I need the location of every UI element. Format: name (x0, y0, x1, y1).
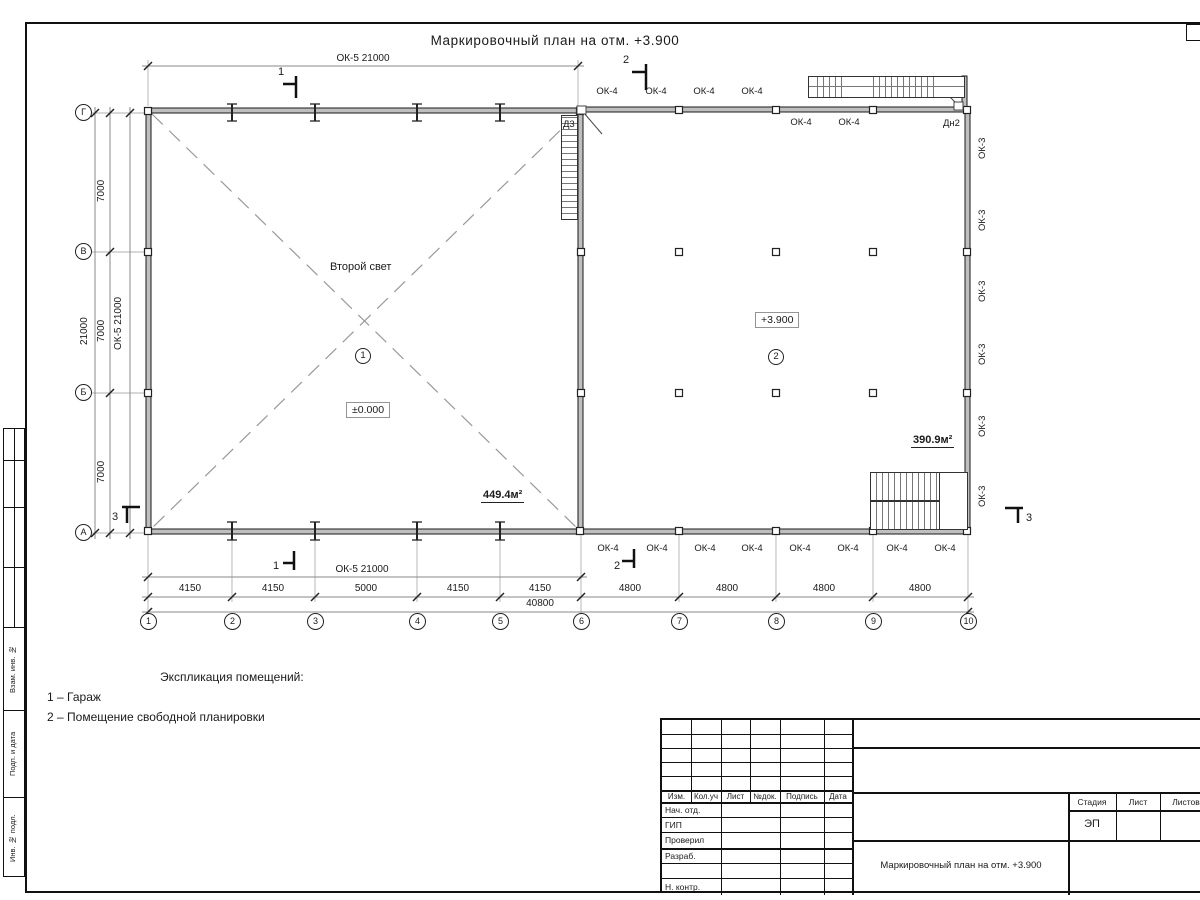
section-number: 3 (1026, 512, 1033, 524)
stamp-role: Н. контр. (665, 882, 701, 892)
dim-total-height: 21000 (79, 317, 90, 345)
stamp-role: Нач. отд. (665, 805, 701, 815)
window-label-ok4: ОК-4 (789, 543, 811, 554)
external-stair-top (808, 76, 965, 98)
stamp-line (662, 802, 852, 804)
stamp-line (780, 720, 781, 895)
dim-label: 7000 (96, 460, 107, 483)
legend-heading: Экспликация помещений: (160, 670, 304, 684)
stamp-line (662, 817, 852, 818)
stamp-col-header: Изм. (667, 792, 686, 801)
section-number: 1 (273, 560, 280, 572)
room1-area: 449.4м² (483, 489, 523, 501)
room1-second-light-label: Второй свет (330, 261, 392, 273)
window-label-ok4: ОК-4 (934, 543, 956, 554)
section-number: 3 (112, 511, 119, 523)
section-number: 2 (623, 54, 630, 66)
stamp-col-header: Подпись (786, 792, 818, 801)
room1-number: 1 (355, 348, 371, 364)
window-label-ok3: ОК-3 (977, 415, 988, 437)
axis-bubble-col: 10 (960, 613, 977, 630)
stamp-line (824, 720, 825, 895)
window-label-ok4: ОК-4 (596, 86, 618, 97)
stamp-line (662, 776, 852, 777)
dim-label: 7000 (96, 319, 107, 342)
stamp-role: ГИП (665, 820, 682, 830)
internal-stair-bottom (870, 472, 968, 530)
side-stamp-label: Взам. инв. № (8, 645, 17, 693)
stamp-line (1068, 810, 1200, 812)
stamp-line (662, 863, 852, 864)
legend-item: 2 – Помещение свободной планировки (47, 710, 265, 724)
axis-bubble-row: А (75, 524, 92, 541)
stamp-stage-header: Листов (1172, 797, 1200, 807)
stamp-line (662, 734, 852, 735)
stamp-line (662, 848, 852, 850)
window-label-ok4: ОК-4 (886, 543, 908, 554)
stamp-line (852, 747, 1200, 749)
axis-bubble-col: 1 (140, 613, 157, 630)
stamp-stage-header: Лист (1128, 797, 1148, 807)
window-label-ok3: ОК-3 (977, 280, 988, 302)
axis-bubble-row: В (75, 243, 92, 260)
section-number: 2 (614, 560, 621, 572)
stamp-line (852, 792, 1200, 794)
side-stamp-label: Инв. № подл. (8, 814, 17, 862)
void-cross-lines (152, 114, 577, 528)
dim-ok5-left: ОК-5 21000 (113, 296, 124, 350)
stamp-col-header: Кол.уч (694, 792, 718, 801)
dim-label: 5000 (354, 583, 378, 594)
dim-label: 7000 (96, 179, 107, 202)
drawing-title: Маркировочный план на отм. +3.900 (430, 33, 680, 48)
stamp-col-header: Лист (726, 792, 745, 801)
stair-rail-line (809, 86, 964, 87)
stamp-role: Проверил (665, 835, 705, 845)
stamp-stage-value: ЭП (1084, 818, 1100, 830)
axis-bubble-col: 9 (865, 613, 882, 630)
axis-bubble-col: 6 (573, 613, 590, 630)
window-label-ok4: ОК-4 (790, 117, 812, 128)
dim-label: 4800 (908, 583, 932, 594)
window-label-ok4: ОК-4 (646, 543, 668, 554)
stamp-line (662, 832, 852, 833)
stair-flight (812, 77, 847, 97)
stamp-col-header: Дата (829, 792, 847, 801)
stamp-line (1068, 792, 1070, 895)
dim-label: 4150 (261, 583, 285, 594)
level-mark-room2: +3.900 (755, 312, 799, 328)
title-block (660, 718, 1200, 893)
dim-total-width: 40800 (526, 598, 554, 609)
door-label-dn2: Дн2 (943, 118, 960, 129)
dim-ok5-bottom: ОК-5 21000 (335, 564, 389, 575)
stamp-line (662, 748, 852, 749)
legend-item: 1 – Гараж (47, 690, 101, 704)
stair-landing-line (939, 473, 940, 529)
room2-number: 2 (768, 349, 784, 365)
window-label-ok4: ОК-4 (741, 543, 763, 554)
stair-flight (868, 77, 937, 97)
dim-label: 4800 (715, 583, 739, 594)
walls (146, 76, 970, 534)
stamp-line (721, 720, 722, 895)
dim-label: 4150 (178, 583, 202, 594)
stair-flight (871, 502, 939, 529)
section-number: 1 (278, 66, 285, 78)
stamp-role: Разраб. (665, 851, 696, 861)
window-label-ok3: ОК-3 (977, 209, 988, 231)
stamp-stage-header: Стадия (1077, 797, 1107, 807)
axis-bubble-col: 8 (768, 613, 785, 630)
axis-bubble-col: 7 (671, 613, 688, 630)
window-label-ok3: ОК-3 (977, 137, 988, 159)
window-label-ok4: ОК-4 (597, 543, 619, 554)
axis-bubble-col: 5 (492, 613, 509, 630)
room2-area: 390.9м² (913, 434, 953, 446)
stamp-line (852, 840, 1200, 842)
level-mark-room1: ±0.000 (346, 402, 390, 418)
axis-bubble-col: 2 (224, 613, 241, 630)
dim-ok5-top: ОК-5 21000 (336, 53, 390, 64)
door-label-d3: Д3 (563, 119, 575, 130)
window-label-ok4: ОК-4 (645, 86, 667, 97)
stamp-doc-title: Маркировочный план на отм. +3.900 (880, 860, 1042, 871)
window-label-ok3: ОК-3 (977, 485, 988, 507)
stair-landing-line (871, 500, 939, 502)
window-label-ok4: ОК-4 (693, 86, 715, 97)
dim-label: 4800 (812, 583, 836, 594)
side-stamp-label: Подп. и дата (8, 731, 17, 777)
door-symbols (577, 92, 963, 134)
column-squares (145, 107, 971, 535)
dim-label: 4800 (618, 583, 642, 594)
window-label-ok4: ОК-4 (838, 117, 860, 128)
window-label-ok4: ОК-4 (741, 86, 763, 97)
stamp-line (662, 762, 852, 763)
axis-bubble-col: 4 (409, 613, 426, 630)
stamp-line (662, 878, 852, 879)
axis-bubble-col: 3 (307, 613, 324, 630)
axis-bubble-row: Б (75, 384, 92, 401)
dim-label: 4150 (446, 583, 470, 594)
stamp-col-header: №док. (753, 792, 777, 801)
axis-bubble-row: Г (75, 104, 92, 121)
stair-flight (871, 473, 939, 500)
dim-label: 4150 (528, 583, 552, 594)
window-label-ok4: ОК-4 (837, 543, 859, 554)
window-label-ok3: ОК-3 (977, 343, 988, 365)
window-label-ok4: ОК-4 (694, 543, 716, 554)
